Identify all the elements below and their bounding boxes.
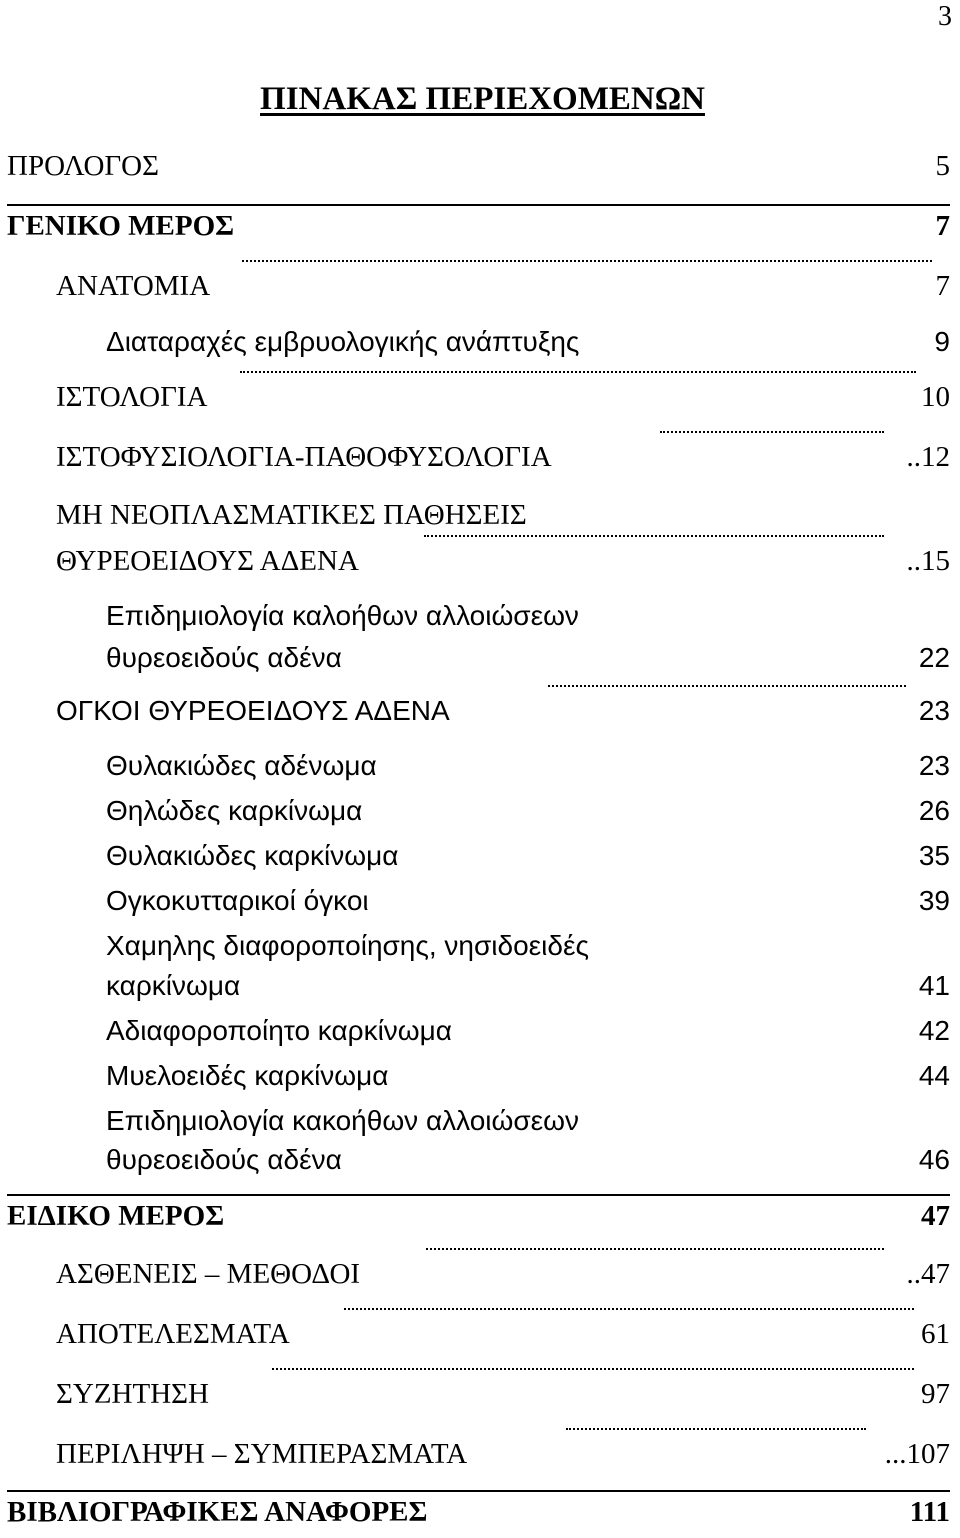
toc-label: ΠΡΟΛΟΓΟΣ xyxy=(7,150,159,182)
page-title xyxy=(0,78,960,120)
toc-page: 97 xyxy=(921,1378,950,1410)
toc-label: θυρεοειδούς αδένα xyxy=(106,1144,342,1175)
toc-label: ΟΓΚΟΙ ΘΥΡΕΟΕΙΔΟΥΣ ΑΔΕΝΑ xyxy=(56,695,450,726)
toc-label: Αδιαφοροποίητο καρκίνωμα xyxy=(106,1015,452,1046)
toc-label: ΕΙΔΙΚΟ ΜΕΡΟΣ xyxy=(7,1200,225,1232)
dot-leader xyxy=(424,535,884,537)
toc-page: ..47 xyxy=(906,1258,950,1290)
toc-label: Θυλακιώδες αδένωμα xyxy=(106,750,377,781)
toc-page: 7 xyxy=(935,270,950,302)
toc-label: ΑΝΑΤΟΜΙΑ xyxy=(56,270,211,302)
toc-page: 61 xyxy=(921,1318,950,1350)
toc-label: ΠΕΡΙΛΗΨΗ – ΣΥΜΠΕΡΑΣΜΑΤΑ xyxy=(56,1438,468,1470)
dot-leader xyxy=(272,1368,914,1370)
toc-page: 35 xyxy=(918,840,950,871)
toc-label: Ογκοκυτταρικοί όγκοι xyxy=(106,885,369,916)
toc-label: ΓΕΝΙΚΟ ΜΕΡΟΣ xyxy=(7,210,235,242)
toc-page: 42 xyxy=(918,1015,950,1046)
toc-label: θυρεοειδούς αδένα xyxy=(106,642,342,673)
toc-page: 47 xyxy=(921,1200,950,1232)
toc-label: Επιδημιολογία καλοήθων αλλοιώσεων xyxy=(106,600,579,631)
toc-page: 9 xyxy=(934,326,950,357)
dot-leader xyxy=(344,1308,914,1310)
page-title-text: ΠΙΝΑΚΑΣ ΠΕΡΙΕΧΟΜΕΝΩΝ xyxy=(260,81,705,117)
dot-leader xyxy=(240,371,916,373)
toc-label: Διαταραχές εμβρυολογικής ανάπτυξης xyxy=(106,326,580,357)
dot-leader xyxy=(660,431,884,433)
toc-label: Θηλώδες καρκίνωμα xyxy=(106,795,363,826)
toc-page: ..12 xyxy=(906,441,950,473)
underline-rule xyxy=(7,1490,950,1492)
toc-page: 10 xyxy=(921,381,950,413)
toc-label: Θυλακιώδες καρκίνωμα xyxy=(106,840,399,871)
toc-page: 23 xyxy=(918,750,950,781)
dot-leader xyxy=(426,1248,884,1250)
toc-page: 41 xyxy=(918,970,950,1001)
toc-label: ΑΠΟΤΕΛΕΣΜΑΤΑ xyxy=(56,1318,290,1350)
page-number: 3 xyxy=(938,1,952,32)
toc-page: 26 xyxy=(918,795,950,826)
underline-rule xyxy=(7,204,950,206)
toc-page: 23 xyxy=(918,695,950,726)
toc-page: 39 xyxy=(918,885,950,916)
toc-label: Μυελοειδές καρκίνωμα xyxy=(106,1060,389,1091)
toc-page: ...107 xyxy=(884,1438,950,1470)
toc-label: Επιδημιολογία κακοήθων αλλοιώσεων xyxy=(106,1105,580,1136)
toc-label: ΙΣΤΟΦΥΣΙΟΛΟΓΙΑ-ΠΑΘΟΦΥΣΟΛΟΓΙΑ xyxy=(56,441,552,473)
toc-page: 111 xyxy=(909,1496,950,1528)
toc-page: 5 xyxy=(935,150,950,182)
dot-leader xyxy=(548,685,906,687)
toc-label: καρκίνωμα xyxy=(106,970,241,1001)
toc-page: 44 xyxy=(918,1060,950,1091)
toc-label: Χαμηλης διαφοροποίησης, νησιδοειδές xyxy=(106,930,589,961)
toc-page: ..15 xyxy=(906,545,950,577)
toc-page: 22 xyxy=(918,642,950,673)
toc-page: 46 xyxy=(918,1144,950,1175)
toc-label: ΜΗ ΝΕΟΠΛΑΣΜΑΤΙΚΕΣ ΠΑΘΗΣΕΙΣ xyxy=(56,499,527,531)
toc-label: ΘΥΡΕΟΕΙΔΟΥΣ ΑΔΕΝΑ xyxy=(56,545,359,577)
underline-rule xyxy=(7,1194,950,1196)
toc-label: ΙΣΤΟΛΟΓΙΑ xyxy=(56,381,208,413)
dot-leader xyxy=(242,260,932,262)
toc-label: ΑΣΘΕΝΕΙΣ – ΜΕΘΟΔΟΙ xyxy=(56,1258,361,1290)
dot-leader xyxy=(566,1428,866,1430)
toc-label: ΒΙΒΛΙΟΓΡΑΦΙΚΕΣ ΑΝΑΦΟΡΕΣ xyxy=(7,1496,428,1528)
toc-page: 7 xyxy=(935,210,950,242)
toc-label: ΣΥΖΗΤΗΣΗ xyxy=(56,1378,209,1410)
